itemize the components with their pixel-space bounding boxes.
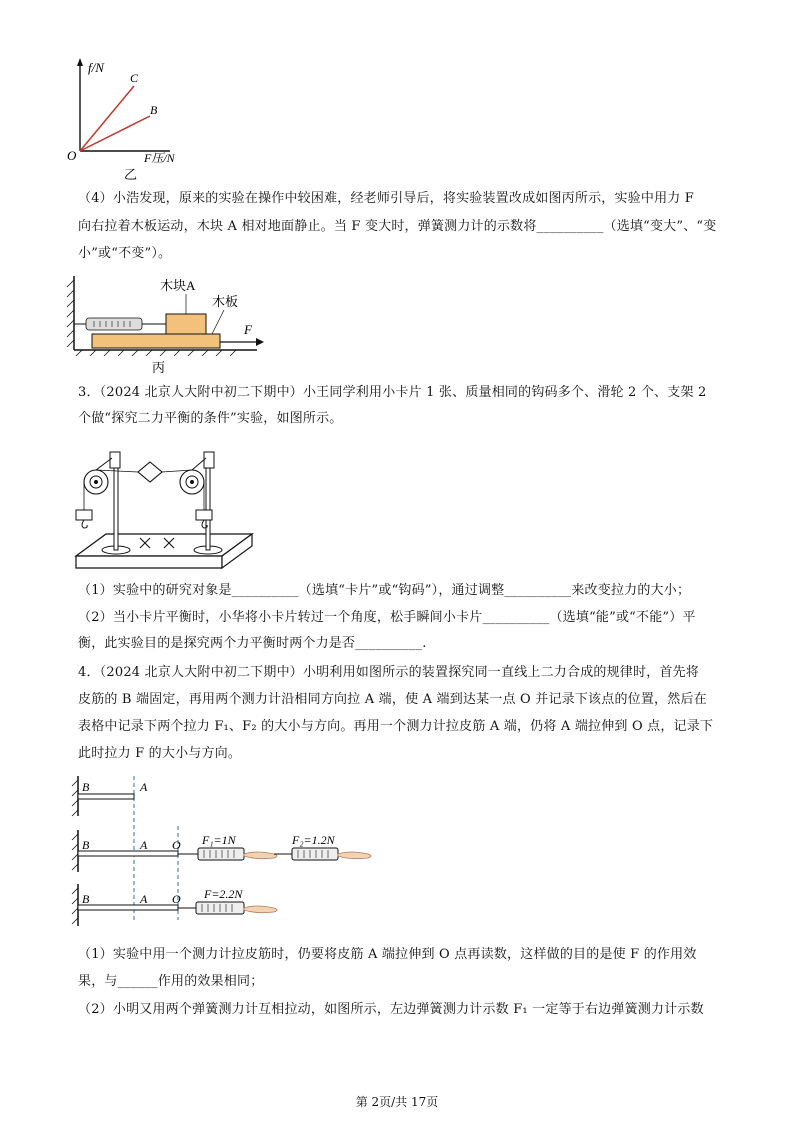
row3-hand-icon [244, 906, 277, 913]
force-arrow-head-icon [256, 338, 264, 346]
block-a [166, 314, 206, 334]
pulley-right-axle [190, 480, 194, 484]
q4-sub2-line1: （2）小明又用两个弹簧测力计互相拉动，如图所示，左边弹簧测力计示数 F₁ 一定等于右边弹簧测力计示数 [78, 1002, 704, 1017]
q4-line3: 表格中记录下两个拉力 F₁、F₂ 的大小与方向。再用一个测力计拉皮筋 A 端，仍将 A 端拉伸到 O 点，记录下 [78, 719, 714, 734]
weight-right [196, 510, 212, 520]
q4-line1: 4．（2024 北京人大附中初二下期中）小明利用如图所示的装置探究同一直线上二力合成的规律时，首先将 [78, 665, 699, 680]
paper-card [138, 462, 162, 482]
q4-sub1-line1: （1）实验中用一个测力计拉皮筋时，仍要将皮筋 A 端拉伸到 O 点再读数，这样做的目的是使 F 的作用效 [78, 947, 697, 962]
row2-hand1-icon [244, 852, 277, 859]
figure-bing-caption: 丙 [152, 360, 166, 374]
row1-label-b: B [82, 780, 90, 794]
graph-caption: 乙 [124, 167, 138, 181]
weight-left [76, 510, 92, 520]
rubber-band-row1 [78, 794, 134, 799]
q3-line2: 个做“探究二力平衡的条件”实验，如图所示。 [78, 411, 343, 426]
row2-scale2 [292, 848, 338, 860]
y-axis-label: f/N [88, 60, 104, 75]
y-axis-arrow-icon [77, 58, 83, 66]
base-front [76, 556, 222, 568]
row2-f2-label: F₂=1.2N [292, 833, 335, 847]
q3-sub2-line1: （2）当小卡片平衡时，小华将小卡片转过一个角度，松手瞬间小卡片__________（选填“能”或“不能”）平 [78, 610, 696, 625]
x-axis-label: F压/N [144, 151, 175, 165]
q2-part4-line3: 小”或“不变”）。 [78, 246, 172, 261]
spring-scale [86, 318, 142, 330]
q3-line1: 3．（2024 北京人大附中初二下期中）小王同学利用小卡片 1 张、质量相同的钩码多个、滑轮 2 个、支架 2 [78, 385, 707, 400]
stand-rod-right [206, 458, 210, 550]
figure-q3-apparatus [68, 438, 254, 572]
board [92, 334, 220, 348]
row2-label-b: B [82, 838, 90, 852]
row2-f1-label: F₁=1N [202, 833, 236, 847]
row2-scale1 [198, 848, 244, 860]
stand-rod-left [114, 458, 118, 550]
q4-line2: 皮筋的 B 端固定，再用两个测力计沿相同方向拉 A 端，使 A 端到达某一点 O 并记录下该点的位置，然后在 [78, 692, 707, 707]
row2-label-o: O [172, 838, 181, 852]
pulley-left-axle [94, 480, 98, 484]
q4-sub1-line2: 果，与______作用的效果相同； [78, 974, 264, 989]
page-footer: 第 2页/共 17页 [355, 1095, 439, 1109]
clamp-right [204, 452, 214, 468]
q2-part4-line2: 向右拉着木板运动，木块 A 相对地面静止。当 F 变大时，弹簧测力计的示数将__________（选填“变大”、“变 [78, 219, 717, 234]
hook-left-icon [82, 520, 87, 528]
force-label: F [244, 322, 252, 337]
line-c [80, 86, 134, 151]
row3-label-o: O [172, 892, 181, 906]
row3-f-label: F=2.2N [204, 887, 243, 901]
rubber-band-row3 [78, 905, 178, 910]
wall-row3-hatch [72, 888, 78, 924]
origin-label: O [67, 148, 77, 163]
figure-q4 [68, 772, 378, 932]
ground-hatch [76, 350, 236, 356]
figure-bing [62, 272, 268, 374]
wall-row1-hatch [72, 780, 78, 816]
q3-sub1: （1）实验中的研究对象是__________（选填“卡片”或“钩码”），通过调整__________来改变拉力的大小； [78, 583, 691, 598]
q2-part4-line1: （4）小浩发现，原来的实验在操作中较困难，经老师引导后，将实验装置改成如图丙所示，实验中用力 F [78, 191, 695, 206]
row3-label-b: B [82, 892, 90, 906]
graph-yi [62, 56, 182, 181]
board-label: 木板 [212, 294, 239, 309]
line-b [80, 116, 150, 151]
q3-sub2-line2: 衡，此实验目的是探究两个力平衡时两个力是否__________. [78, 636, 427, 651]
row1-label-a: A [140, 780, 148, 794]
row2-label-a: A [140, 838, 148, 852]
row2-hand2-icon [338, 852, 371, 859]
block-a-label: 木块A [160, 278, 196, 293]
wall-row2-hatch [72, 834, 78, 870]
wall-hatch [67, 280, 74, 347]
row3-label-a: A [140, 892, 148, 906]
clamp-left [110, 452, 120, 468]
board-label-leader [212, 310, 224, 334]
q4-line4: 此时拉力 F 的大小与方向。 [78, 746, 242, 761]
rubber-band-row2 [78, 851, 178, 856]
line-b-label: B [150, 103, 158, 117]
line-c-label: C [130, 71, 139, 85]
